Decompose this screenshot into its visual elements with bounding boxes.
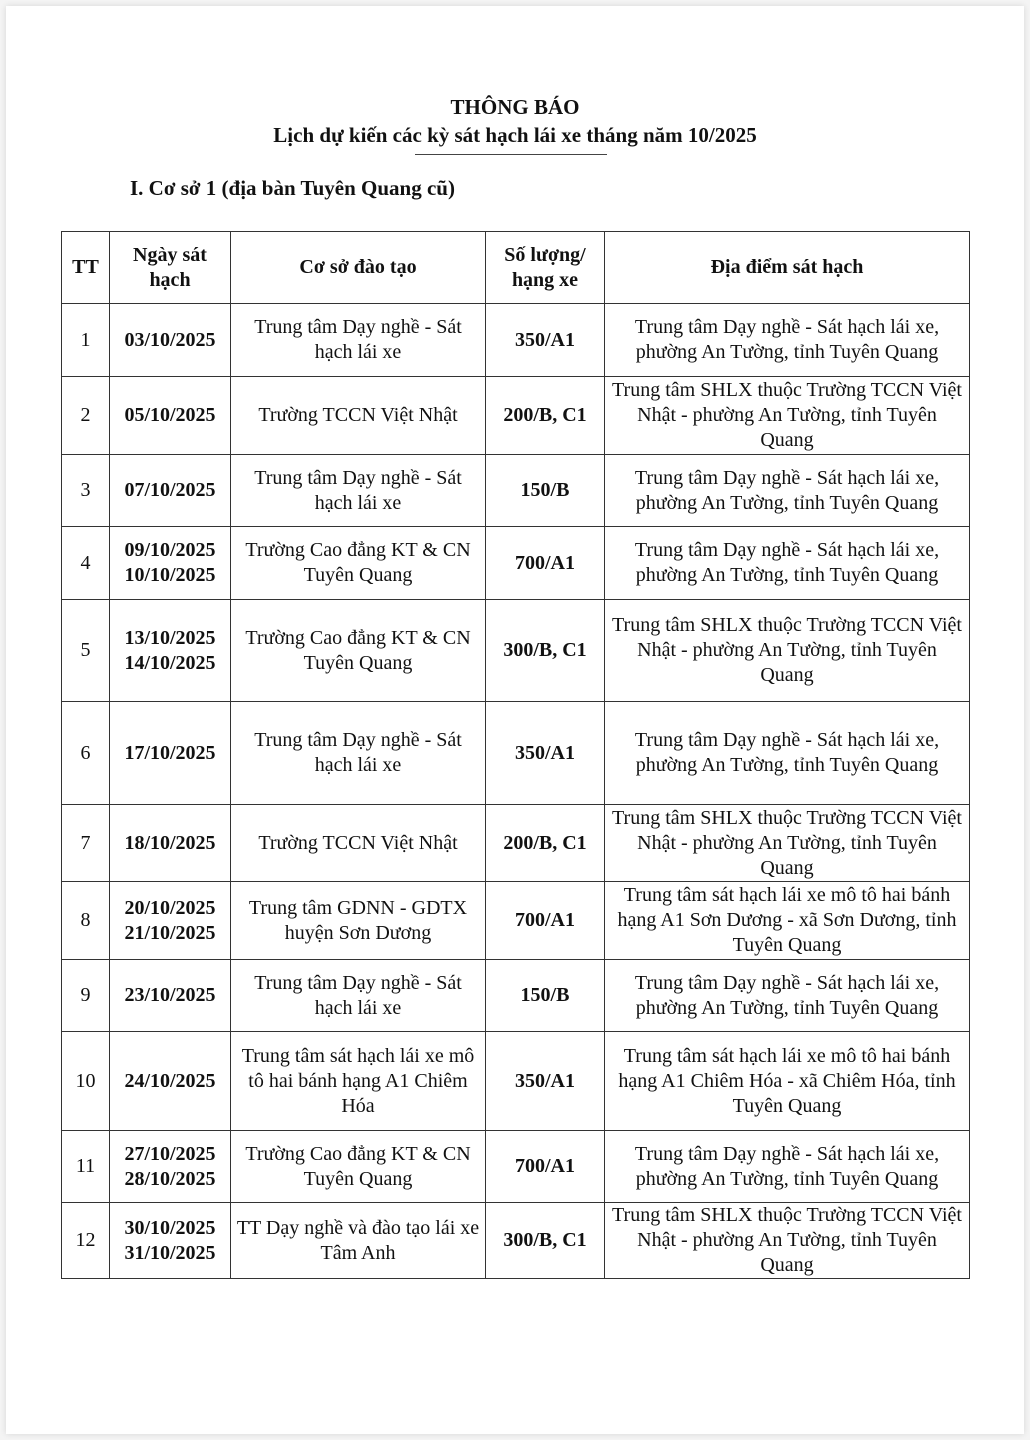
cell-center: Trường TCCN Việt Nhật xyxy=(231,805,486,882)
cell-date: 13/10/2025 14/10/2025 xyxy=(110,600,231,702)
table-row xyxy=(62,600,970,702)
cell-date: 27/10/2025 28/10/2025 xyxy=(110,1131,231,1203)
cell-date: 18/10/2025 xyxy=(110,805,231,882)
cell-tt: 7 xyxy=(62,805,110,882)
table-row xyxy=(62,1203,970,1279)
cell-center: Trường Cao đẳng KT & CN Tuyên Quang xyxy=(231,1131,486,1203)
cell-center: Trung tâm Dạy nghề - Sát hạch lái xe xyxy=(231,304,486,377)
cell-date: 30/10/2025 31/10/2025 xyxy=(110,1203,231,1279)
table-row xyxy=(62,1032,970,1131)
cell-place: Trung tâm sát hạch lái xe mô tô hai bánh hạng A1 Sơn Dương - xã Sơn Dương, tỉnh Tuyên Quang xyxy=(605,882,970,960)
table-row xyxy=(62,527,970,600)
cell-quantity: 350/A1 xyxy=(486,304,605,377)
cell-date: 05/10/2025 xyxy=(110,377,231,455)
table-row xyxy=(62,455,970,527)
header-date: Ngày sát hạch xyxy=(110,232,231,304)
cell-date: 09/10/2025 10/10/2025 xyxy=(110,527,231,600)
cell-quantity: 200/B, C1 xyxy=(486,805,605,882)
cell-quantity: 150/B xyxy=(486,960,605,1032)
cell-date: 24/10/2025 xyxy=(110,1032,231,1131)
cell-tt: 8 xyxy=(62,882,110,960)
cell-tt: 5 xyxy=(62,600,110,702)
cell-place: Trung tâm SHLX thuộc Trường TCCN Việt Nhật - phường An Tường, tỉnh Tuyên Quang xyxy=(605,805,970,882)
cell-center: Trường TCCN Việt Nhật xyxy=(231,377,486,455)
cell-center: TT Dạy nghề và đào tạo lái xe Tâm Anh xyxy=(231,1203,486,1279)
table-row xyxy=(62,377,970,455)
cell-quantity: 700/A1 xyxy=(486,527,605,600)
section-heading: I. Cơ sở 1 (địa bàn Tuyên Quang cũ) xyxy=(130,176,455,200)
header-tt: TT xyxy=(62,232,110,304)
table-row xyxy=(62,805,970,882)
cell-center: Trường Cao đẳng KT & CN Tuyên Quang xyxy=(231,527,486,600)
cell-place: Trung tâm sát hạch lái xe mô tô hai bánh hạng A1 Chiêm Hóa - xã Chiêm Hóa, tỉnh Tuyên Quang xyxy=(605,1032,970,1131)
cell-date: 23/10/2025 xyxy=(110,960,231,1032)
cell-tt: 11 xyxy=(62,1131,110,1203)
cell-tt: 4 xyxy=(62,527,110,600)
cell-place: Trung tâm Dạy nghề - Sát hạch lái xe, phường An Tường, tỉnh Tuyên Quang xyxy=(605,304,970,377)
cell-center: Trung tâm Dạy nghề - Sát hạch lái xe xyxy=(231,960,486,1032)
cell-center: Trung tâm GDNN - GDTX huyện Sơn Dương xyxy=(231,882,486,960)
document-title: THÔNG BÁO xyxy=(450,95,580,119)
cell-place: Trung tâm Dạy nghề - Sát hạch lái xe, phường An Tường, tỉnh Tuyên Quang xyxy=(605,1131,970,1203)
table-row xyxy=(62,304,970,377)
cell-place: Trung tâm Dạy nghề - Sát hạch lái xe, phường An Tường, tỉnh Tuyên Quang xyxy=(605,527,970,600)
cell-place: Trung tâm SHLX thuộc Trường TCCN Việt Nhật - phường An Tường, tỉnh Tuyên Quang xyxy=(605,377,970,455)
cell-date: 07/10/2025 xyxy=(110,455,231,527)
cell-tt: 6 xyxy=(62,702,110,805)
title-underline xyxy=(415,154,607,155)
cell-place: Trung tâm SHLX thuộc Trường TCCN Việt Nhật - phường An Tường, tỉnh Tuyên Quang xyxy=(605,600,970,702)
table-row xyxy=(62,702,970,805)
cell-quantity: 300/B, C1 xyxy=(486,1203,605,1279)
cell-quantity: 300/B, C1 xyxy=(486,600,605,702)
document-subtitle: Lịch dự kiến các kỳ sát hạch lái xe tháng năm 10/2025 xyxy=(273,123,757,147)
cell-date: 03/10/2025 xyxy=(110,304,231,377)
cell-tt: 1 xyxy=(62,304,110,377)
cell-date: 17/10/2025 xyxy=(110,702,231,805)
cell-quantity: 350/A1 xyxy=(486,702,605,805)
cell-quantity: 350/A1 xyxy=(486,1032,605,1131)
cell-center: Trung tâm sát hạch lái xe mô tô hai bánh hạng A1 Chiêm Hóa xyxy=(231,1032,486,1131)
cell-place: Trung tâm SHLX thuộc Trường TCCN Việt Nhật - phường An Tường, tỉnh Tuyên Quang xyxy=(605,1203,970,1279)
cell-tt: 3 xyxy=(62,455,110,527)
header-center: Cơ sở đào tạo xyxy=(231,232,486,304)
table-header-row xyxy=(62,232,970,304)
cell-place: Trung tâm Dạy nghề - Sát hạch lái xe, phường An Tường, tỉnh Tuyên Quang xyxy=(605,702,970,805)
cell-tt: 12 xyxy=(62,1203,110,1279)
cell-place: Trung tâm Dạy nghề - Sát hạch lái xe, phường An Tường, tỉnh Tuyên Quang xyxy=(605,455,970,527)
cell-center: Trường Cao đẳng KT & CN Tuyên Quang xyxy=(231,600,486,702)
cell-tt: 9 xyxy=(62,960,110,1032)
header-quantity: Số lượng/ hạng xe xyxy=(486,232,605,304)
table-row xyxy=(62,1131,970,1203)
cell-center: Trung tâm Dạy nghề - Sát hạch lái xe xyxy=(231,455,486,527)
cell-place: Trung tâm Dạy nghề - Sát hạch lái xe, phường An Tường, tỉnh Tuyên Quang xyxy=(605,960,970,1032)
cell-center: Trung tâm Dạy nghề - Sát hạch lái xe xyxy=(231,702,486,805)
cell-date: 20/10/2025 21/10/2025 xyxy=(110,882,231,960)
cell-quantity: 150/B xyxy=(486,455,605,527)
header-place: Địa điểm sát hạch xyxy=(605,232,970,304)
schedule-table xyxy=(61,231,970,1279)
cell-tt: 10 xyxy=(62,1032,110,1131)
cell-tt: 2 xyxy=(62,377,110,455)
cell-quantity: 700/A1 xyxy=(486,1131,605,1203)
table-row xyxy=(62,960,970,1032)
cell-quantity: 200/B, C1 xyxy=(486,377,605,455)
cell-quantity: 700/A1 xyxy=(486,882,605,960)
table-row xyxy=(62,882,970,960)
